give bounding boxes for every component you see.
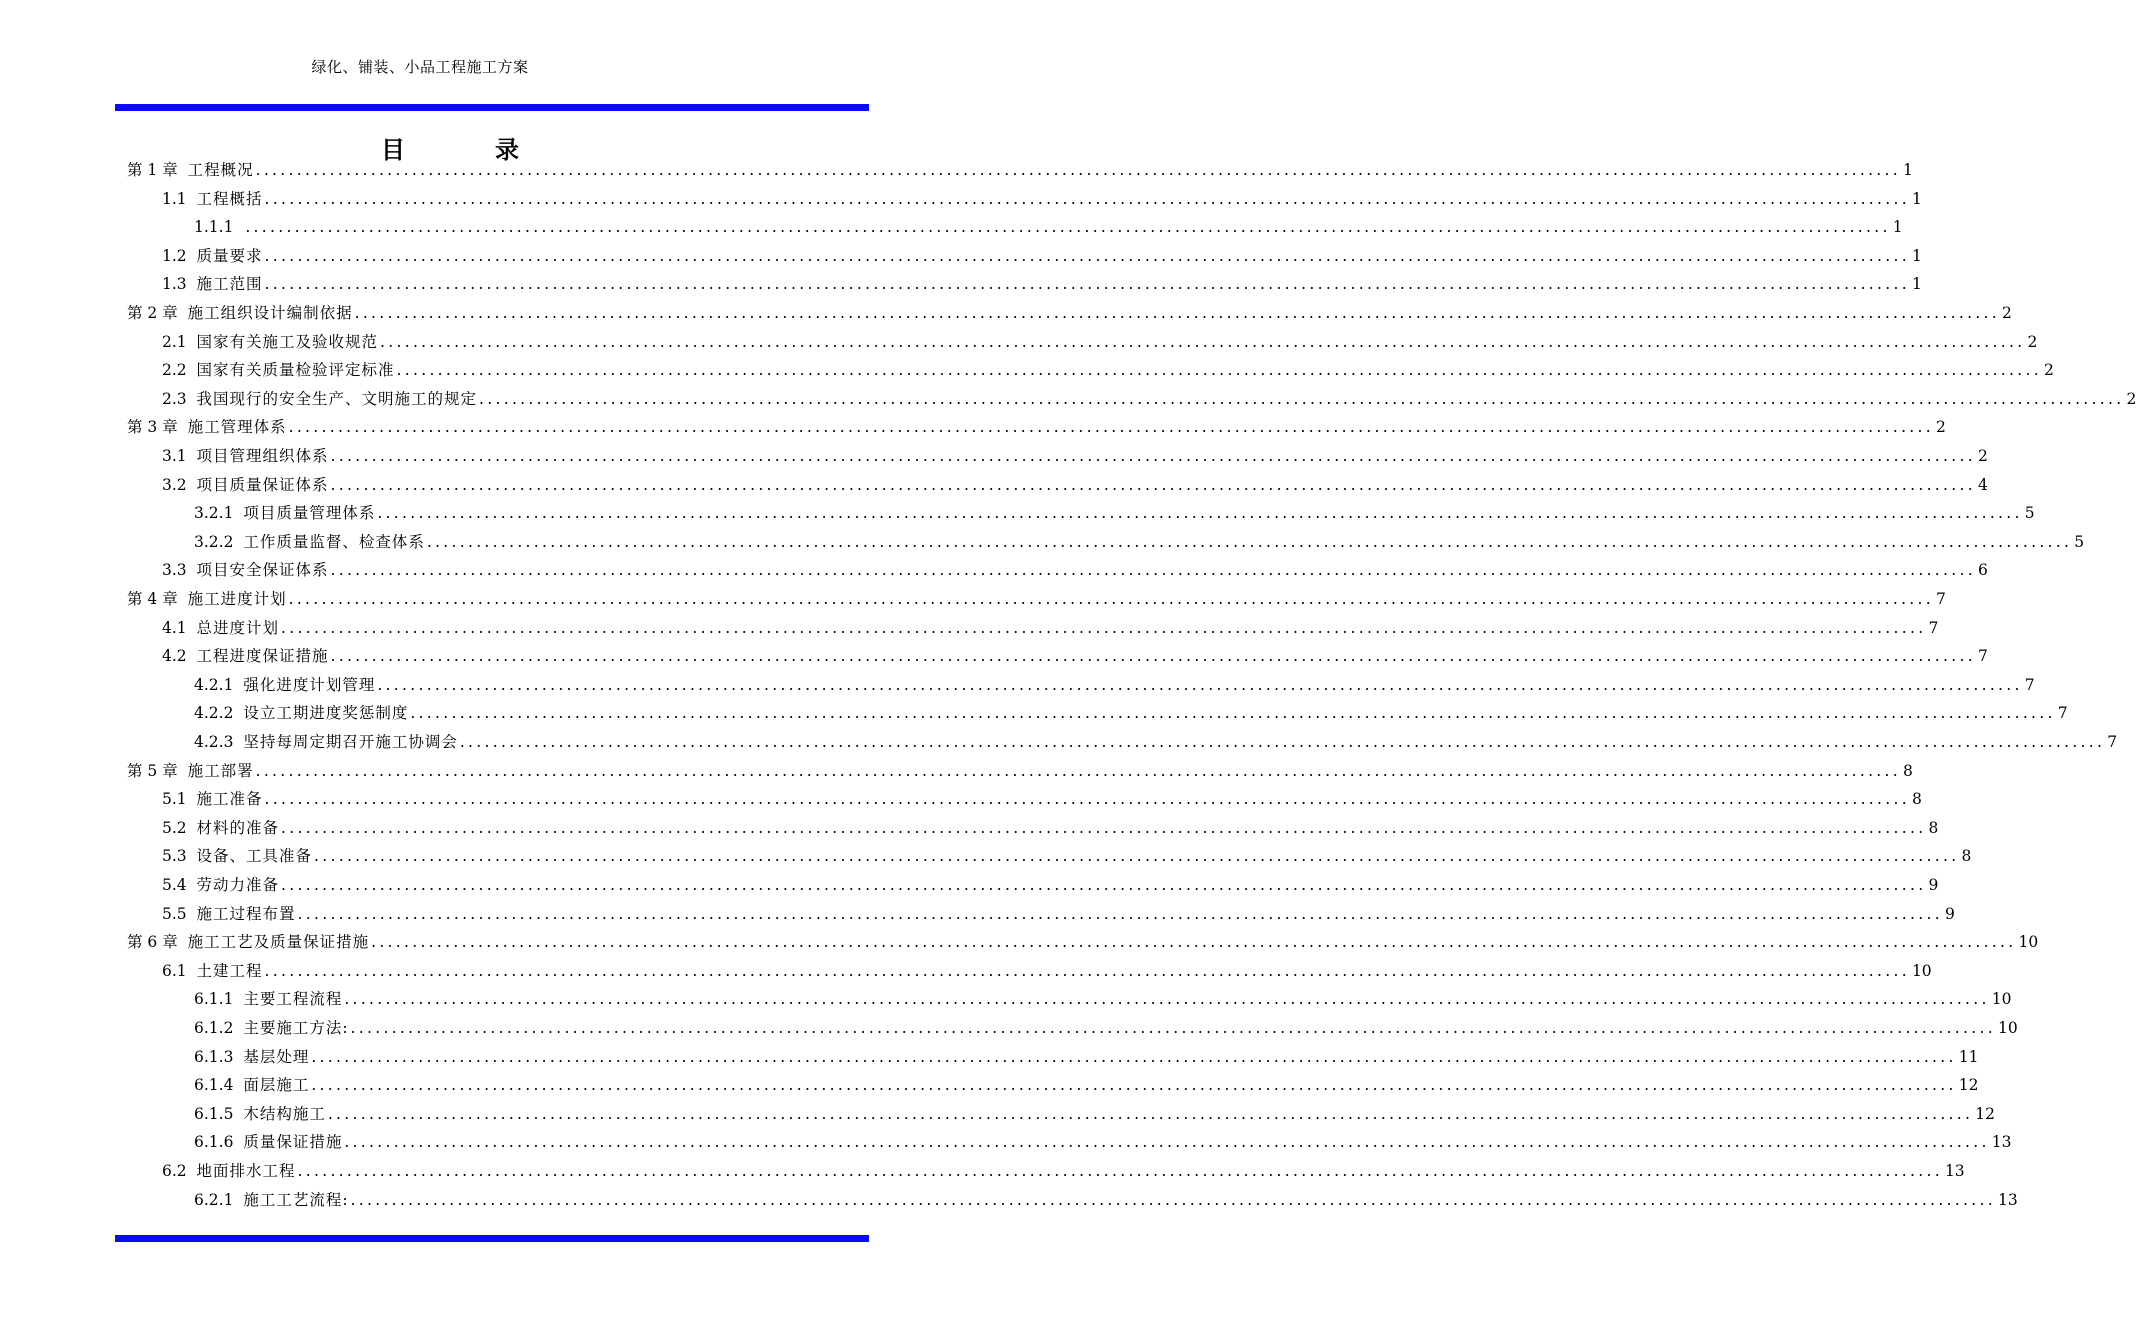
document-header-title: 绿化、铺装、小品工程施工方案 xyxy=(311,58,529,76)
toc-entry-number: 1.2 xyxy=(162,246,187,265)
toc-entry-page: 7 xyxy=(1977,647,1988,666)
toc-entry-page: 7 xyxy=(1936,590,1946,608)
toc-dot-leader: ........................................................................................................................................................................................................ xyxy=(255,761,1901,780)
toc-entry-page: 8 xyxy=(1961,847,1972,866)
toc-entry[interactable] xyxy=(194,213,1903,241)
toc-dot-leader: ........................................................................................................................................................................................................ xyxy=(281,876,1927,894)
toc-dot-leader: ........................................................................................................................................................................................................ xyxy=(350,1019,1996,1037)
toc-entry-number: 5.3 xyxy=(162,847,187,866)
toc-dot-leader: ........................................................................................................................................................................................................ xyxy=(264,961,1910,980)
toc-entry[interactable] xyxy=(162,785,1922,813)
toc-entry[interactable] xyxy=(162,270,1922,298)
toc-entry[interactable] xyxy=(194,728,2118,756)
toc-entry-number: 5.2 xyxy=(162,818,187,837)
toc-entry-title: 项目安全保证体系 xyxy=(196,561,329,580)
toc-entry-page: 7 xyxy=(2107,733,2118,751)
toc-entry[interactable] xyxy=(194,985,2012,1013)
toc-entry[interactable] xyxy=(162,556,1988,584)
toc-entry[interactable] xyxy=(194,699,2068,727)
toc-entry[interactable] xyxy=(162,328,2038,356)
toc-entry[interactable] xyxy=(194,1071,1979,1099)
toc-dot-leader: ........................................................................................................................................................................................................ xyxy=(330,447,1976,465)
toc-entry-number: 2.2 xyxy=(162,361,187,380)
toc-entry-number: 4.2.1 xyxy=(194,675,234,694)
header-divider xyxy=(115,104,869,111)
toc-entry-title: 材料的准备 xyxy=(196,818,280,837)
toc-entry-page: 13 xyxy=(1997,1190,2018,1209)
toc-entry[interactable] xyxy=(127,757,1913,785)
toc-entry[interactable] xyxy=(162,356,2054,384)
toc-entry[interactable] xyxy=(162,814,1939,842)
toc-entry[interactable] xyxy=(162,614,1939,642)
toc-entry-number: 6.1.4 xyxy=(194,1076,234,1095)
toc-entry-number: 4.2.3 xyxy=(194,733,234,751)
toc-entry-number: 第 2 章 xyxy=(127,304,178,322)
toc-dot-leader: ........................................................................................................................................................................................................ xyxy=(377,675,2023,694)
toc-entry-page: 13 xyxy=(1944,1162,1965,1180)
toc-entry-title: 质量要求 xyxy=(196,246,263,265)
toc-dot-leader: ........................................................................................................................................................................................................ xyxy=(264,246,1910,265)
toc-entry-number: 6.2 xyxy=(162,1162,187,1180)
toc-dot-leader: ........................................................................................................................................................................................................ xyxy=(330,647,1976,666)
toc-entry-page: 1 xyxy=(1911,189,1922,208)
toc-entry-page: 13 xyxy=(1991,1133,2012,1152)
toc-dot-leader: ........................................................................................................................................................................................................ xyxy=(255,161,1901,179)
toc-dot-leader: ........................................................................................................................................................................................................ xyxy=(264,189,1910,208)
toc-entry-page: 10 xyxy=(1911,961,1932,980)
toc-entry-page: 7 xyxy=(2057,704,2068,723)
toc-dot-leader: ........................................................................................................................................................................................................ xyxy=(396,361,2042,380)
toc-entry-page: 2 xyxy=(2027,332,2038,351)
toc-entry-title: 施工组织设计编制依据 xyxy=(187,304,353,322)
toc-entry-page: 5 xyxy=(2024,504,2035,523)
toc-entry[interactable] xyxy=(162,442,1988,470)
toc-entry-number: 3.2 xyxy=(162,475,187,494)
toc-entry[interactable] xyxy=(194,1014,2018,1042)
toc-entry-title: 国家有关施工及验收规范 xyxy=(196,332,379,351)
toc-dot-leader: ........................................................................................................................................................................................................ xyxy=(330,475,1976,494)
toc-entry-page: 2 xyxy=(2002,304,2012,322)
toc-entry[interactable] xyxy=(194,1043,1979,1071)
toc-entry-title: 施工工艺及质量保证措施 xyxy=(187,933,370,952)
toc-dot-leader: ........................................................................................................................................................................................................ xyxy=(264,790,1910,809)
toc-entry-title: 工程进度保证措施 xyxy=(196,647,329,666)
toc-entry-page: 2 xyxy=(2126,389,2136,408)
toc-entry-page: 2 xyxy=(1936,418,1946,437)
toc-entry-number: 6.1.6 xyxy=(194,1133,234,1152)
toc-entry-page: 8 xyxy=(1911,790,1922,809)
toc-entry-page: 12 xyxy=(1958,1076,1979,1095)
toc-entry-title: 总进度计划 xyxy=(196,618,280,637)
toc-entry-page: 12 xyxy=(1975,1104,1995,1123)
toc-entry-page: 8 xyxy=(1903,761,1913,780)
toc-entry-title: 项目管理组织体系 xyxy=(196,447,329,465)
toc-entry-number: 5.5 xyxy=(162,904,187,923)
toc-entry[interactable] xyxy=(127,928,2039,956)
toc-entry-number: 6.1.3 xyxy=(194,1047,234,1066)
toc-entry-page: 1 xyxy=(1911,246,1922,265)
toc-entry-title: 主要施工方法: xyxy=(243,1019,349,1037)
toc-entry-page: 1 xyxy=(1903,161,1913,179)
toc-entry-page: 2 xyxy=(2043,361,2054,380)
toc-entry-number: 4.2 xyxy=(162,647,187,666)
toc-entry-number: 4.1 xyxy=(162,618,187,637)
toc-entry-title: 劳动力准备 xyxy=(196,876,280,894)
toc-entry-number: 6.2.1 xyxy=(194,1190,234,1209)
toc-entry-number: 3.2.2 xyxy=(194,532,234,551)
toc-entry-number: 4.2.2 xyxy=(194,704,234,723)
toc-entry-page: 6 xyxy=(1977,561,1988,580)
toc-entry-title: 施工过程布置 xyxy=(196,904,296,923)
toc-entry-page: 5 xyxy=(2074,532,2085,551)
toc-entry[interactable] xyxy=(162,871,1939,899)
toc-entry-title: 设立工期进度奖惩制度 xyxy=(243,704,409,723)
toc-entry-number: 2.3 xyxy=(162,389,187,408)
toc-entry-title: 坚持每周定期召开施工协调会 xyxy=(243,733,458,751)
toc-entry-number: 6.1 xyxy=(162,961,187,980)
toc-entry[interactable] xyxy=(194,1186,2018,1214)
toc-dot-leader: ........................................................................................................................................................................................................ xyxy=(371,933,2017,952)
toc-entry[interactable] xyxy=(127,413,1946,441)
toc-dot-leader: ........................................................................................................................................................................................................ xyxy=(281,618,1927,637)
toc-entry-title: 主要工程流程 xyxy=(243,990,343,1009)
toc-entry-title: 施工范围 xyxy=(196,275,263,294)
toc-entry-title: 工作质量监督、检查体系 xyxy=(243,532,425,551)
toc-entry-number: 第 6 章 xyxy=(127,933,178,952)
toc-entry-number: 1.3 xyxy=(162,275,187,294)
toc-entry-page: 2 xyxy=(1977,447,1988,465)
toc-entry-page: 7 xyxy=(1928,618,1939,637)
toc-entry-page: 4 xyxy=(1977,475,1988,494)
toc-dot-leader: ........................................................................................................................................................................................................ xyxy=(245,218,1891,237)
toc-entry[interactable] xyxy=(162,842,1972,870)
toc-entry-page: 1 xyxy=(1911,275,1922,294)
toc-entry-page: 8 xyxy=(1928,818,1939,837)
toc-entry-number: 第 4 章 xyxy=(127,590,178,608)
toc-dot-leader: ........................................................................................................................................................................................................ xyxy=(327,1104,1974,1123)
toc-entry[interactable] xyxy=(194,528,2085,556)
toc-dot-leader: ........................................................................................................................................................................................................ xyxy=(344,990,1990,1009)
toc-dot-leader: ........................................................................................................................................................................................................ xyxy=(459,733,2106,751)
toc-dot-leader: ........................................................................................................................................................................................................ xyxy=(479,389,2125,408)
toc-entry-title: 施工管理体系 xyxy=(187,418,287,437)
toc-dot-leader: ........................................................................................................................................................................................................ xyxy=(330,561,1976,580)
toc-entry-title: 质量保证措施 xyxy=(243,1133,343,1152)
toc-entry-number: 1.1.1 xyxy=(194,218,234,237)
toc-entry-title: 我国现行的安全生产、文明施工的规定 xyxy=(196,389,478,408)
toc-entry[interactable] xyxy=(162,642,1988,670)
toc-entry[interactable] xyxy=(162,471,1988,499)
toc-entry-title: 设备、工具准备 xyxy=(196,847,313,866)
toc-dot-leader: ........................................................................................................................................................................................................ xyxy=(350,1190,1996,1209)
toc-entry-page: 11 xyxy=(1958,1047,1979,1066)
toc-entry[interactable] xyxy=(162,185,1922,213)
toc-entry[interactable] xyxy=(194,671,2035,699)
toc-dot-leader: ........................................................................................................................................................................................................ xyxy=(311,1047,1957,1066)
toc-entry-title: 地面排水工程 xyxy=(196,1162,296,1180)
toc-entry-title: 施工准备 xyxy=(196,790,263,809)
toc-entry-number: 5.4 xyxy=(162,876,187,894)
toc-heading: 目录 xyxy=(381,136,609,164)
toc-dot-leader: ........................................................................................................................................................................................................ xyxy=(297,1162,1943,1180)
toc-entry-title: 施工部署 xyxy=(187,761,254,780)
toc-entry-title: 施工进度计划 xyxy=(187,590,287,608)
toc-entry[interactable] xyxy=(127,585,1946,613)
toc-entry[interactable] xyxy=(162,385,2136,413)
toc-entry-title: 基层处理 xyxy=(243,1047,310,1066)
footer-divider xyxy=(115,1235,869,1242)
toc-entry-title: 土建工程 xyxy=(196,961,263,980)
toc-dot-leader: ........................................................................................................................................................................................................ xyxy=(281,818,1927,837)
toc-entry-number: 6.1.2 xyxy=(194,1019,234,1037)
toc-entry-page: 10 xyxy=(1997,1019,2018,1037)
toc-entry-page: 7 xyxy=(2024,675,2035,694)
toc-dot-leader: ........................................................................................................................................................................................................ xyxy=(344,1133,1990,1152)
toc-entry[interactable] xyxy=(194,499,2035,527)
toc-dot-leader: ........................................................................................................................................................................................................ xyxy=(377,504,2023,523)
toc-entry-number: 6.1.5 xyxy=(194,1104,234,1123)
toc-dot-leader: ........................................................................................................................................................................................................ xyxy=(264,275,1910,294)
toc-entry-number: 1.1 xyxy=(162,189,187,208)
toc-entry-page: 9 xyxy=(1928,876,1939,894)
toc-entry-page: 1 xyxy=(1892,218,1903,237)
toc-entry-number: 6.1.1 xyxy=(194,990,234,1009)
toc-entry-number: 3.2.1 xyxy=(194,504,234,523)
toc-entry-number: 3.1 xyxy=(162,447,187,465)
toc-dot-leader: ........................................................................................................................................................................................................ xyxy=(288,418,1934,437)
toc-entry-title: 国家有关质量检验评定标准 xyxy=(196,361,395,380)
toc-entry[interactable] xyxy=(127,156,1913,184)
toc-entry-number: 第 3 章 xyxy=(127,418,178,437)
toc-dot-leader: ........................................................................................................................................................................................................ xyxy=(426,532,2073,551)
toc-entry-number: 2.1 xyxy=(162,332,187,351)
toc-entry[interactable] xyxy=(127,299,2012,327)
toc-entry[interactable] xyxy=(162,957,1932,985)
toc-entry-title: 项目质量管理体系 xyxy=(243,504,376,523)
toc-entry-page: 10 xyxy=(2018,933,2039,952)
toc-dot-leader: ........................................................................................................................................................................................................ xyxy=(314,847,1960,866)
toc-entry-title: 强化进度计划管理 xyxy=(243,675,376,694)
toc-entry[interactable] xyxy=(194,1128,2012,1156)
toc-entry-number: 3.3 xyxy=(162,561,187,580)
toc-entry-page: 9 xyxy=(1944,904,1955,923)
toc-entry-title: 工程概括 xyxy=(196,189,263,208)
toc-dot-leader: ........................................................................................................................................................................................................ xyxy=(297,904,1943,923)
toc-dot-leader: ........................................................................................................................................................................................................ xyxy=(354,304,2000,322)
toc-entry-page: 10 xyxy=(1991,990,2012,1009)
toc-dot-leader: ........................................................................................................................................................................................................ xyxy=(380,332,2026,351)
toc-entry-title: 木结构施工 xyxy=(243,1104,326,1123)
toc-dot-leader: ........................................................................................................................................................................................................ xyxy=(311,1076,1957,1095)
toc-entry-title: 项目质量保证体系 xyxy=(196,475,329,494)
toc-entry[interactable] xyxy=(162,242,1922,270)
toc-entry[interactable] xyxy=(194,1100,1995,1128)
toc-entry-title: 面层施工 xyxy=(243,1076,310,1095)
toc-entry-title: 工程概况 xyxy=(187,161,254,179)
toc-entry[interactable] xyxy=(162,900,1955,928)
toc-dot-leader: ........................................................................................................................................................................................................ xyxy=(410,704,2056,723)
toc-entry-title: 施工工艺流程: xyxy=(243,1190,349,1209)
toc-entry[interactable] xyxy=(162,1157,1965,1185)
toc-entry-number: 第 1 章 xyxy=(127,161,178,179)
toc-entry-number: 5.1 xyxy=(162,790,187,809)
toc-dot-leader: ........................................................................................................................................................................................................ xyxy=(288,590,1934,608)
toc-entry-number: 第 5 章 xyxy=(127,761,178,780)
